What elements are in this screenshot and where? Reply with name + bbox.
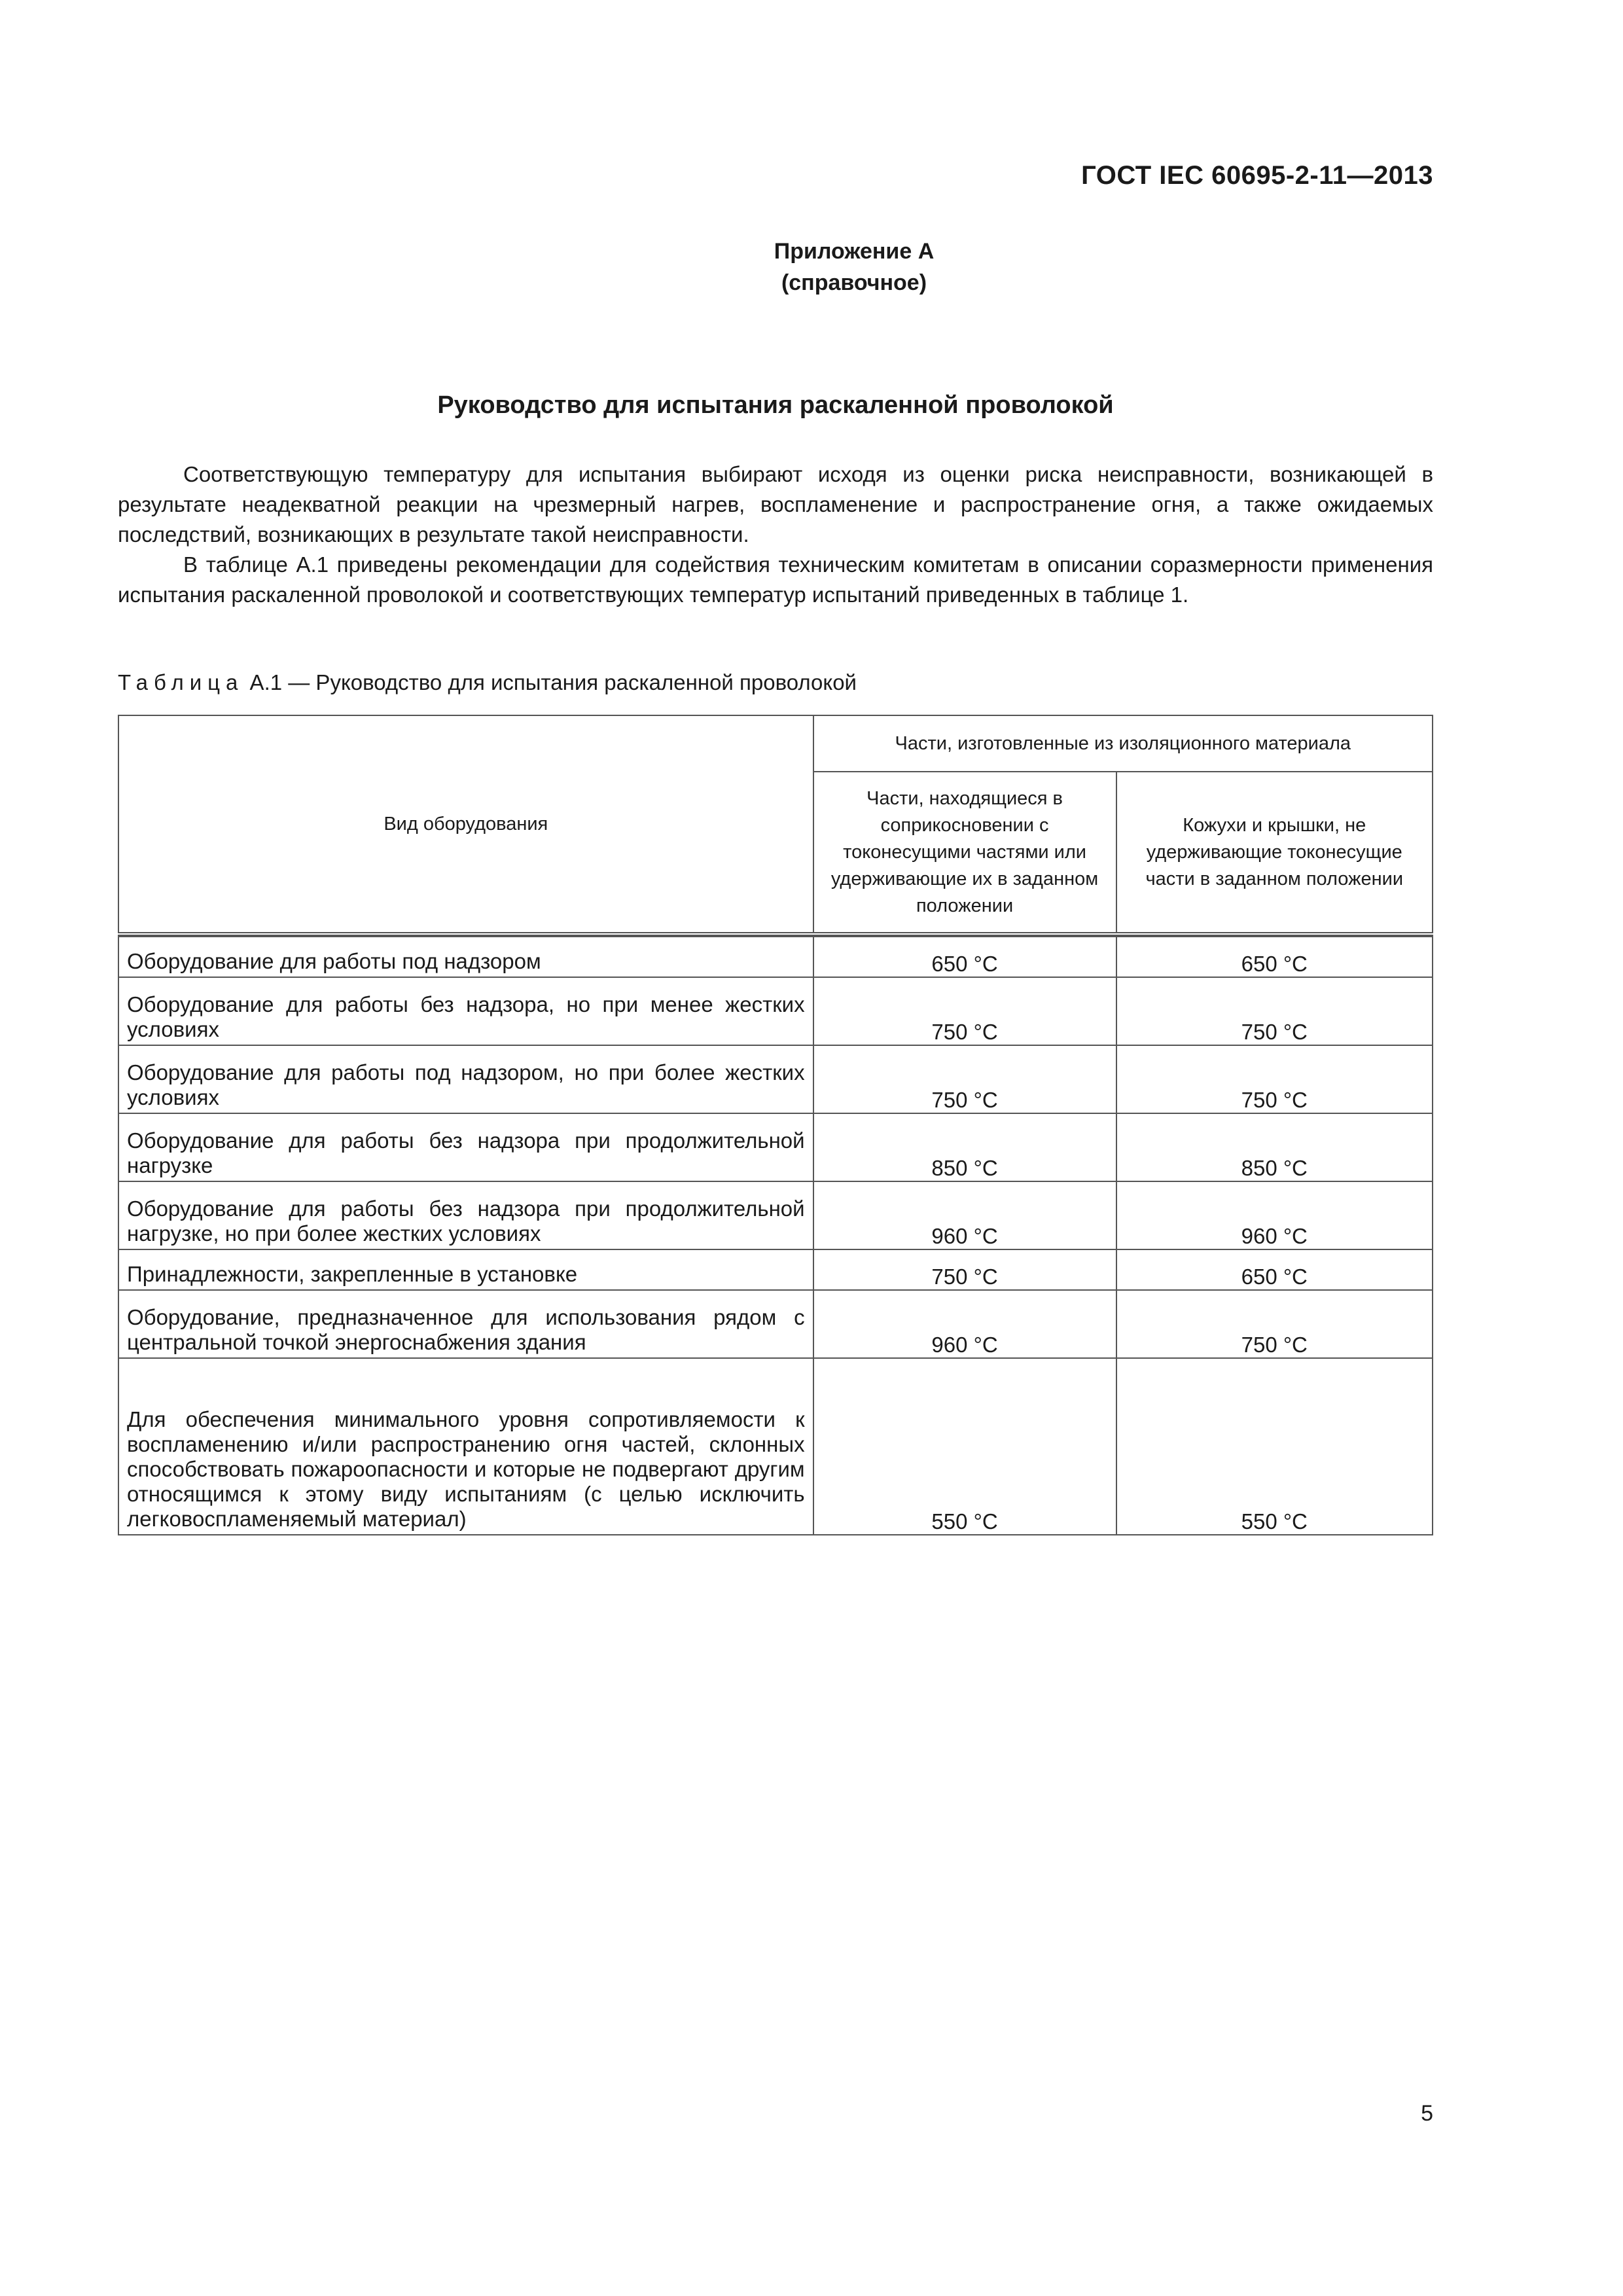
temp-enclosures: 750 °C bbox=[1116, 1045, 1433, 1113]
body-text bbox=[118, 459, 1433, 610]
equipment-cell: Оборудование для работы без надзора, но при менее жестких условиях bbox=[118, 977, 813, 1045]
header-parts-group: Части, изготовленные из изоляционного материала bbox=[813, 715, 1433, 772]
table-row bbox=[118, 1249, 1433, 1290]
guidance-table bbox=[118, 715, 1433, 1535]
table-caption-label: Таблица bbox=[118, 670, 244, 694]
table-row bbox=[118, 937, 1433, 977]
temp-live-parts: 750 °C bbox=[813, 1249, 1116, 1290]
header-enclosures: Кожухи и крышки, не удерживающие токонесущие части в заданном положении bbox=[1116, 772, 1433, 934]
table-row bbox=[118, 977, 1433, 1045]
annex-heading bbox=[0, 236, 1623, 298]
table-caption bbox=[118, 670, 857, 695]
temp-enclosures: 650 °C bbox=[1116, 1249, 1433, 1290]
equipment-cell: Оборудование, предназначенное для использования рядом с центральной точкой энергоснабжения здания bbox=[118, 1290, 813, 1358]
temp-live-parts: 750 °C bbox=[813, 977, 1116, 1045]
document-code: ГОСТ IEC 60695-2-11—2013 bbox=[1081, 161, 1433, 190]
temp-live-parts: 750 °C bbox=[813, 1045, 1116, 1113]
equipment-cell: Оборудование для работы без надзора при продолжительной нагрузке bbox=[118, 1113, 813, 1181]
table-row bbox=[118, 1181, 1433, 1249]
temp-enclosures: 960 °C bbox=[1116, 1181, 1433, 1249]
table-row bbox=[118, 1045, 1433, 1113]
section-title: Руководство для испытания раскаленной проволокой bbox=[437, 391, 1114, 419]
annex-type: (справочное) bbox=[781, 270, 927, 295]
temp-enclosures: 550 °C bbox=[1116, 1358, 1433, 1535]
paragraph: В таблице А.1 приведены рекомендации для содействия техническим комитетам в описании соразмерности применения испытания раскаленной проволокой и соответствующих температур испытаний приведенных в таблице 1. bbox=[118, 552, 1433, 607]
table-row bbox=[118, 1113, 1433, 1181]
table-row bbox=[118, 1290, 1433, 1358]
temp-live-parts: 960 °C bbox=[813, 1181, 1116, 1249]
temp-enclosures: 750 °C bbox=[1116, 977, 1433, 1045]
table-row bbox=[118, 1358, 1433, 1535]
paragraph: Соответствующую температуру для испытания выбирают исходя из оценки риска неисправности, возникающей в результате неадекватной реакции на чрезмерный нагрев, воспламенение и распространение огня, а также ожидаемых последствий, возникающих в результате такой неисправности. bbox=[118, 462, 1433, 547]
equipment-cell: Оборудование для работы под надзором, но при более жестких условиях bbox=[118, 1045, 813, 1113]
table-caption-text: А.1 — Руководство для испытания раскаленной проволокой bbox=[243, 670, 857, 694]
annex-label: Приложение А bbox=[774, 239, 935, 264]
equipment-cell: Принадлежности, закрепленные в установке bbox=[118, 1249, 813, 1290]
temp-live-parts: 650 °C bbox=[813, 937, 1116, 977]
temp-enclosures: 850 °C bbox=[1116, 1113, 1433, 1181]
equipment-cell: Оборудование для работы без надзора при продолжительной нагрузке, но при более жестких условиях bbox=[118, 1181, 813, 1249]
equipment-cell: Для обеспечения минимального уровня сопротивляемости к воспламенению и/или распространению огня частей, склонных способствовать пожароопасности и которые не подвергают другим относящимся к этому виду испытаниям (с целью исключить легковоспламеняемый материал) bbox=[118, 1358, 813, 1535]
equipment-cell: Оборудование для работы под надзором bbox=[118, 937, 813, 977]
header-equipment: Вид оборудования bbox=[118, 715, 813, 934]
temp-enclosures: 750 °C bbox=[1116, 1290, 1433, 1358]
temp-live-parts: 850 °C bbox=[813, 1113, 1116, 1181]
page-number: 5 bbox=[1421, 2101, 1433, 2126]
temp-live-parts: 550 °C bbox=[813, 1358, 1116, 1535]
temp-enclosures: 650 °C bbox=[1116, 937, 1433, 977]
header-live-parts: Части, находящиеся в соприкосновении с токонесущими частями или удерживающие их в заданном положении bbox=[813, 772, 1116, 934]
temp-live-parts: 960 °C bbox=[813, 1290, 1116, 1358]
